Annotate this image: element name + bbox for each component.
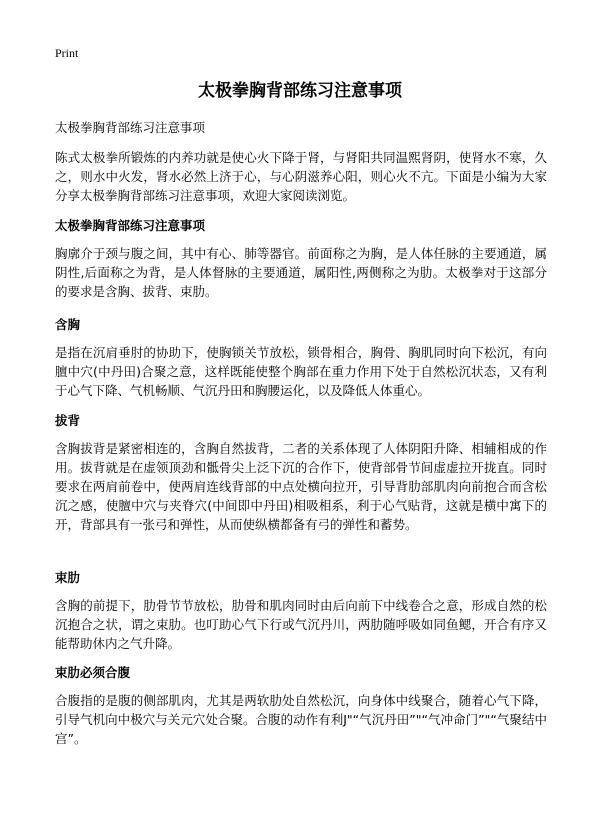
section-heading-ba-bei: 拔背 xyxy=(55,413,81,428)
section-body-overview: 胸廓介于颈与腹之间，其中有心、肺等器官。前面称之为胸，是人体任脉的主要通道，属阴性,后面称之为背，是人体督脉的主要通道，属阳性,两侧称之为肋。太极拳对于这部分的要求是含胸、拔背、束肋。 xyxy=(55,246,547,299)
section-body-han-xiong: 是指在沉肩垂肘的协助下，使胸锁关节放松，锁骨相合，胸骨、胸肌同时向下松沉，有向膻中穴(中丹田)合聚之意，这样既能使整个胸部在重力作用下处于自然松沉状态，又有利于心气下降、气机畅顺、气沉丹田和胸腰运化，以及降低人体重心。 xyxy=(55,345,547,398)
page-title: 太极拳胸背部练习注意事项 xyxy=(198,81,402,101)
section-heading-shu-lei: 束肋 xyxy=(55,570,81,585)
document-subtitle: 太极拳胸背部练习注意事项 xyxy=(55,120,206,135)
intro-paragraph: 陈式太极拳所锻炼的内养功就是使心火下降于肾，与肾阳共同温熙肾阴，使肾水不寒，久之，则水中火发，肾水必然上济于心，与心阴滋养心阳，则心火不亢。下面是小编为大家分享太极拳胸背部练习注意事项，欢迎大家阅读浏览。 xyxy=(55,150,547,203)
section-body-he-fu: 合腹指的是腹的侧部肌肉，尤其是两软肋处自然松沉，向身体中线聚合，随着心气下降，引导气机向中极穴与关元穴处合聚。合腹的动作有利J"“气沉丹田”"“气冲命门”"“气聚结中宫”。 xyxy=(55,693,547,746)
print-link[interactable]: Print xyxy=(55,46,79,60)
section-body-ba-bei: 含胸拔背是紧密相连的，含胸自然拔背，二者的关系体现了人体阴阳升降、相辅相成的作用。拔背就是在虚领顶劲和骶骨尖上泛下沉的合作下，使背部骨节间虚虚拉开拢直。同时要求在两肩前卷中，使两肩连线背部的中点处横向拉开，引导背肋部肌肉向前抱合而含松沉之感，使膻中穴与夹脊穴(中间即中丹田)相吸相系，利于心气贴背，这就是横中寓下的开，背部具有一张弓和弹性，从而使纵横都备有弓的弹性和蓄势。 xyxy=(55,441,547,532)
section-heading-overview: 太极拳胸背部练习注意事项 xyxy=(55,218,206,233)
section-heading-he-fu: 束肋必须合腹 xyxy=(55,665,131,680)
section-heading-han-xiong: 含胸 xyxy=(55,317,81,332)
section-body-shu-lei: 含胸的前提下，肋骨节节放松，肋骨和肌肉同时由后向前下中线卷合之意，形成自然的松沉抱合之状，谓之束肋。也叮助心气下行或气沉丹川，两肋随呼吸如同鱼鳃，开合有序又能帮助休内之气升降。 xyxy=(55,598,547,651)
